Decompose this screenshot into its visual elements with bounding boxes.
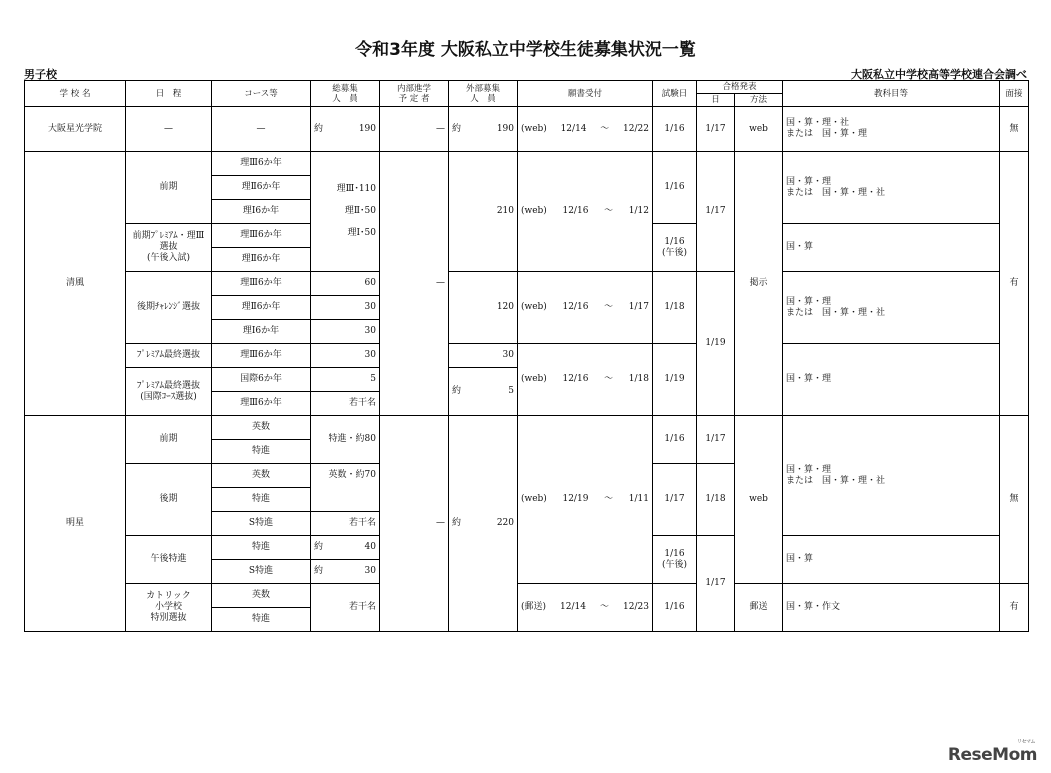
course-cell: 特進 — [212, 488, 311, 512]
course-cell: 特進 — [212, 440, 311, 464]
total-cell: 30 — [311, 296, 380, 320]
exam-cell: 1/16 (午後) — [653, 224, 697, 272]
schedule-cell: 前期ﾌﾟﾚﾐｱﾑ・理Ⅲ 選抜 (午後入試) — [126, 224, 212, 272]
total-cell: 5 — [311, 368, 380, 392]
pass-method-cell: 掲示 — [735, 152, 783, 416]
header-total: 総募集 人 員 — [311, 81, 380, 107]
school-name: 清風 — [25, 152, 126, 416]
pass-method-cell: web — [735, 416, 783, 584]
course-cell: 国際6か年 — [212, 368, 311, 392]
table-row — [25, 152, 1029, 176]
interview-cell: 無 — [1000, 416, 1029, 584]
header-course: コース等 — [212, 81, 311, 107]
header-application: 願書受付 — [518, 81, 653, 107]
pass-method-cell: 郵送 — [735, 584, 783, 632]
application-cell: (web) 12/16 〜 1/12 — [518, 152, 653, 272]
application-cell: (郵送) 12/14 〜 12/23 — [518, 584, 653, 632]
total-cell: 約 40 — [311, 536, 380, 560]
header-subjects: 教科目等 — [783, 81, 1000, 107]
total-cell: 英数・約70 — [311, 464, 380, 512]
total-cell: 30 — [311, 320, 380, 344]
header-pass-method: 方法 — [735, 94, 783, 107]
pass-method-cell: web — [735, 107, 783, 152]
subjects-cell: 国・算・作文 — [783, 584, 1000, 632]
external-cell: 約 5 — [449, 368, 518, 416]
external-cell: 約 190 — [449, 107, 518, 152]
internal-cell: — — [380, 416, 449, 632]
total-cell: 約 190 — [311, 107, 380, 152]
header-internal: 内部進学 予 定 者 — [380, 81, 449, 107]
total-cell: 理Ⅲ･110 理Ⅱ･50 理Ⅰ･50 — [311, 152, 380, 272]
course-cell: 理Ⅲ6か年 — [212, 344, 311, 368]
exam-cell: 1/19 — [653, 344, 697, 416]
total-cell: 若干名 — [311, 512, 380, 536]
page-title: 令和3年度 大阪私立中学校生徒募集状況一覧 — [355, 40, 696, 60]
course-cell: — — [212, 107, 311, 152]
source-label: 大阪私立中学校高等学校連合会調べ — [851, 68, 1027, 81]
course-cell: 理Ⅲ6か年 — [212, 272, 311, 296]
pass-day-cell: 1/17 — [697, 107, 735, 152]
exam-cell: 1/16 — [653, 152, 697, 224]
schedule-cell: 前期 — [126, 152, 212, 224]
schedule-cell: カトリック 小学校 特別選抜 — [126, 584, 212, 632]
pass-day-cell: 1/17 — [697, 536, 735, 632]
school-type-label: 男子校 — [24, 68, 57, 81]
table-row — [25, 272, 1029, 296]
course-cell: 英数 — [212, 584, 311, 608]
total-cell: 若干名 — [311, 392, 380, 416]
school-name: 大阪星光学院 — [25, 107, 126, 152]
header-schedule: 日 程 — [126, 81, 212, 107]
total-cell: 特進・約80 — [311, 416, 380, 464]
total-cell: 60 — [311, 272, 380, 296]
course-cell: 理Ⅰ6か年 — [212, 200, 311, 224]
subjects-cell: 国・算・理 または 国・算・理・社 — [783, 416, 1000, 536]
course-cell: 理Ⅱ6か年 — [212, 176, 311, 200]
external-cell: 約 220 — [449, 416, 518, 632]
internal-cell: — — [380, 107, 449, 152]
course-cell: 理Ⅱ6か年 — [212, 248, 311, 272]
exam-cell: 1/17 — [653, 464, 697, 536]
application-cell: (web) 12/14 〜 12/22 — [518, 107, 653, 152]
schedule-cell: 午後特進 — [126, 536, 212, 584]
table-row — [25, 584, 1029, 608]
course-cell: 特進 — [212, 536, 311, 560]
course-cell: 理Ⅰ6か年 — [212, 320, 311, 344]
pass-day-cell: 1/17 — [697, 416, 735, 464]
recruitment-table — [24, 80, 1029, 632]
schedule-cell: 前期 — [126, 416, 212, 464]
external-cell: 30 — [449, 344, 518, 368]
pass-day-cell: 1/18 — [697, 464, 735, 536]
table-row — [25, 344, 1029, 368]
total-cell: 約 30 — [311, 560, 380, 584]
internal-cell: — — [380, 152, 449, 416]
subjects-cell: 国・算・理・社 または 国・算・理 — [783, 107, 1000, 152]
interview-cell: 有 — [1000, 584, 1029, 632]
header-external: 外部募集 人 員 — [449, 81, 518, 107]
total-cell: 30 — [311, 344, 380, 368]
course-cell: 理Ⅲ6か年 — [212, 224, 311, 248]
course-cell: 理Ⅲ6か年 — [212, 152, 311, 176]
schedule-cell: 後期ﾁｬﾚﾝｼﾞ選抜 — [126, 272, 212, 344]
total-cell: 若干名 — [311, 584, 380, 632]
resemom-logo: リセマム ReseMom — [947, 739, 1037, 765]
course-cell: 英数 — [212, 416, 311, 440]
header-pass: 合格発表 — [697, 81, 783, 94]
school-name: 明星 — [25, 416, 126, 632]
subjects-cell: 国・算 — [783, 536, 1000, 584]
exam-cell: 1/16 (午後) — [653, 536, 697, 584]
course-cell: 特進 — [212, 608, 311, 632]
course-cell: S特進 — [212, 512, 311, 536]
exam-cell: 1/16 — [653, 107, 697, 152]
pass-day-cell: 1/19 — [697, 272, 735, 416]
subjects-cell: 国・算・理 または 国・算・理・社 — [783, 272, 1000, 344]
table-row — [25, 107, 1029, 152]
schedule-cell: — — [126, 107, 212, 152]
application-cell: (web) 12/19 〜 1/11 — [518, 416, 653, 584]
subjects-cell: 国・算・理 または 国・算・理・社 — [783, 152, 1000, 224]
exam-cell: 1/16 — [653, 416, 697, 464]
subjects-cell: 国・算・理 — [783, 344, 1000, 416]
header-interview: 面接 — [1000, 81, 1029, 107]
exam-cell: 1/18 — [653, 272, 697, 344]
subjects-cell: 国・算 — [783, 224, 1000, 272]
application-cell: (web) 12/16 〜 1/17 — [518, 272, 653, 344]
pass-day-cell: 1/17 — [697, 152, 735, 272]
header-school: 学 校 名 — [25, 81, 126, 107]
course-cell: 英数 — [212, 464, 311, 488]
schedule-cell: ﾌﾟﾚﾐｱﾑ最終選抜 — [126, 344, 212, 368]
external-cell: 210 — [449, 152, 518, 272]
course-cell: 理Ⅱ6か年 — [212, 296, 311, 320]
table-row — [25, 416, 1029, 440]
header-pass-day: 日 — [697, 94, 735, 107]
interview-cell: 有 — [1000, 152, 1029, 416]
external-cell: 120 — [449, 272, 518, 344]
header-exam-date: 試験日 — [653, 81, 697, 107]
application-cell: (web) 12/16 〜 1/18 — [518, 344, 653, 416]
course-cell: S特進 — [212, 560, 311, 584]
schedule-cell: ﾌﾟﾚﾐｱﾑ最終選抜 (国際ｺｰｽ選抜) — [126, 368, 212, 416]
interview-cell: 無 — [1000, 107, 1029, 152]
schedule-cell: 後期 — [126, 464, 212, 536]
course-cell: 理Ⅲ6か年 — [212, 392, 311, 416]
exam-cell: 1/16 — [653, 584, 697, 632]
